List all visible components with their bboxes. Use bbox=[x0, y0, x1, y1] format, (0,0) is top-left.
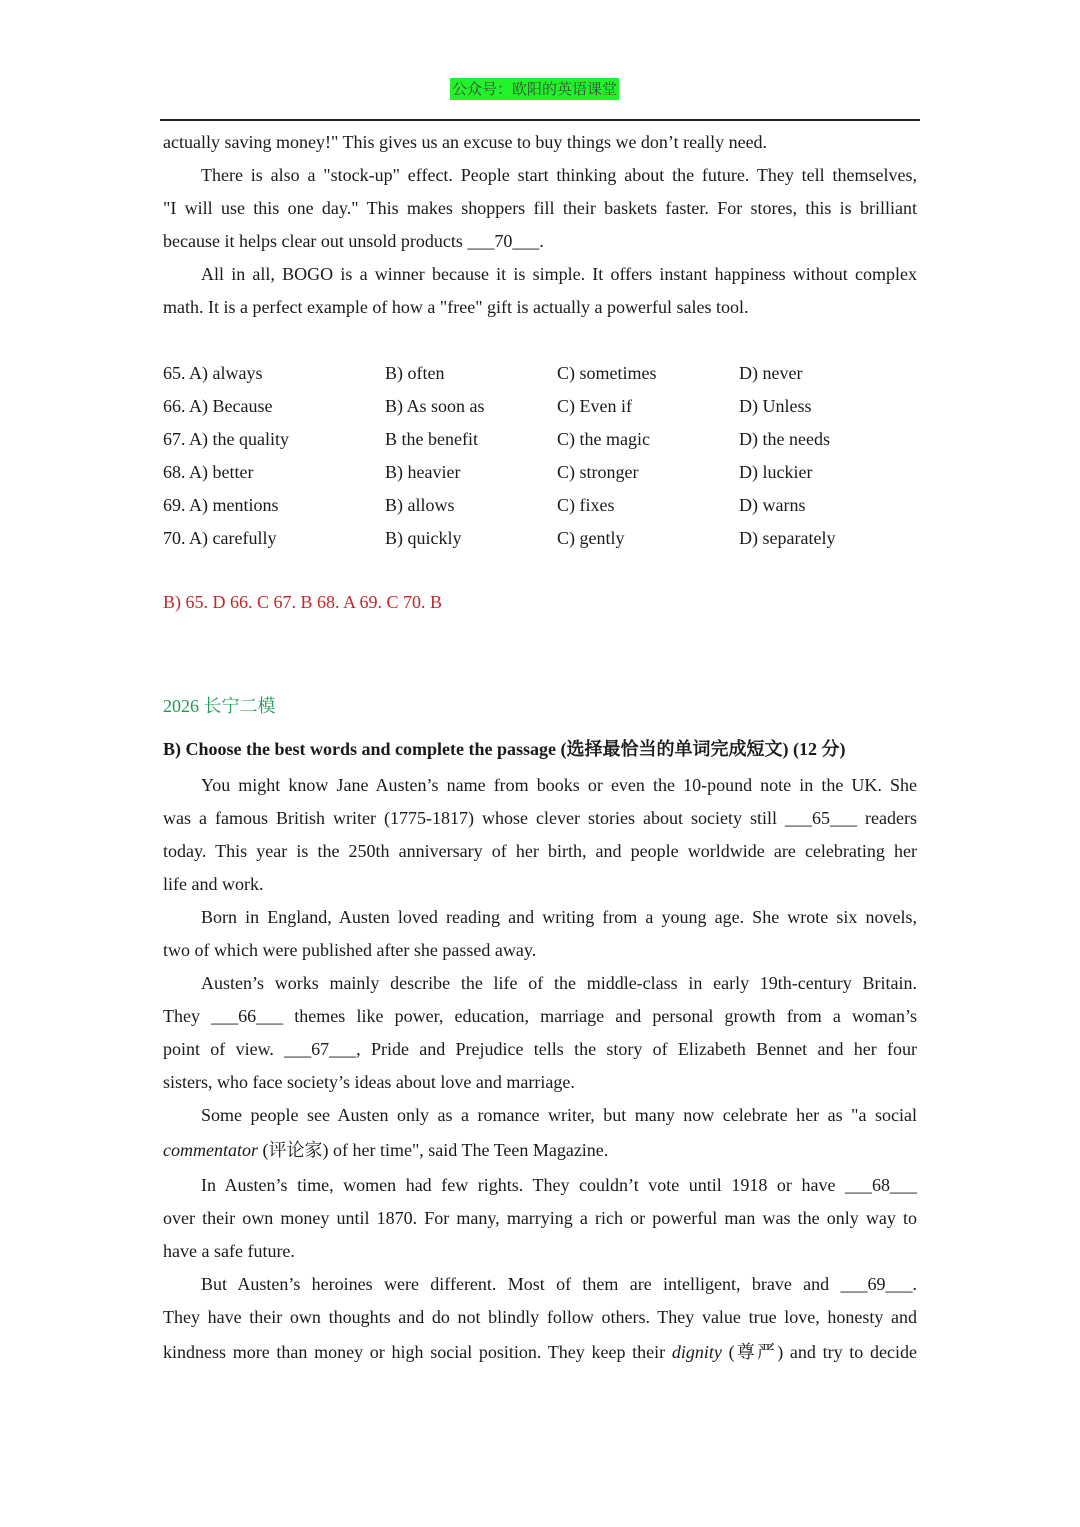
passage-line bbox=[163, 1132, 917, 1169]
passage-line: Born in England, Austen loved reading and writing from a young age. She wrote six novels, bbox=[201, 907, 917, 927]
header-tag: 公众号：欧阳的英语课堂 bbox=[452, 80, 618, 98]
question-row bbox=[163, 522, 917, 555]
option-c: C) fixes bbox=[557, 495, 615, 515]
question-row bbox=[163, 456, 917, 489]
option-d: D) luckier bbox=[739, 462, 813, 482]
passage-line: life and work. bbox=[163, 874, 264, 894]
top-passage bbox=[163, 126, 917, 324]
passage-line: You might know Jane Austen’s name from books or even the 10-pound note in the UK. She bbox=[201, 775, 917, 795]
passage-line: "I will use this one day." This makes shoppers fill their baskets faster. For stores, this is brilliant bbox=[163, 198, 917, 218]
passage-line: Some people see Austen only as a romance writer, but many now celebrate her as "a social bbox=[201, 1105, 917, 1125]
option-d: D) separately bbox=[739, 528, 836, 548]
answer-key: B) 65. D 66. C 67. B 68. A 69. C 70. B bbox=[163, 592, 443, 612]
option-a: 65. A) always bbox=[163, 363, 263, 383]
line-text: kindness more than money or high social position. They keep their bbox=[163, 1342, 672, 1362]
option-a: 66. A) Because bbox=[163, 396, 273, 416]
question-row bbox=[163, 489, 917, 522]
option-a: 67. A) the quality bbox=[163, 429, 289, 449]
passage-line: There is also a "stock-up" effect. People start thinking about the future. They tell themselves, bbox=[201, 165, 917, 185]
section-label: 2026 长宁二模 bbox=[163, 696, 276, 716]
option-a: 68. A) better bbox=[163, 462, 254, 482]
option-b: B) heavier bbox=[385, 462, 461, 482]
option-b: B) often bbox=[385, 363, 445, 383]
question-row bbox=[163, 357, 917, 390]
option-b: B the benefit bbox=[385, 429, 478, 449]
option-c: C) sometimes bbox=[557, 363, 657, 383]
passage-line: All in all, BOGO is a winner because it is simple. It offers instant happiness without complex bbox=[201, 264, 917, 284]
passage-line: They have their own thoughts and do not blindly follow others. They value true love, honesty and bbox=[163, 1307, 917, 1327]
passage-line: Austen’s works mainly describe the life of the middle-class in early 19th-century Britain. bbox=[201, 973, 917, 993]
header-divider bbox=[160, 119, 920, 121]
italic-term: dignity bbox=[671, 1342, 722, 1362]
question-row bbox=[163, 390, 917, 423]
italic-term: commentator bbox=[163, 1140, 258, 1160]
option-c: C) gently bbox=[557, 528, 625, 548]
option-c: C) the magic bbox=[557, 429, 650, 449]
line-text: (评论家) of her time", said The Teen Magazine. bbox=[257, 1140, 609, 1160]
passage-line: two of which were published after she passed away. bbox=[163, 940, 537, 960]
option-d: D) warns bbox=[739, 495, 806, 515]
passage-line: point of view. ___67___, Pride and Prejudice tells the story of Elizabeth Bennet and her four bbox=[163, 1039, 917, 1059]
passage-line: today. This year is the 250th anniversary of her birth, and people worldwide are celebrating her bbox=[163, 841, 917, 861]
passage-line: over their own money until 1870. For many, marrying a rich or powerful man was the only way to bbox=[163, 1208, 917, 1228]
passage-line: They ___66___ themes like power, education, marriage and personal growth from a woman’s bbox=[163, 1006, 917, 1026]
passage-line: math. It is a perfect example of how a "free" gift is actually a powerful sales tool. bbox=[163, 297, 749, 317]
section-heading: B) Choose the best words and complete the passage (选择最恰当的单词完成短文) (12 分) bbox=[163, 739, 846, 759]
option-d: D) Unless bbox=[739, 396, 812, 416]
line-text: (尊严) and try to decide bbox=[721, 1342, 917, 1362]
option-a: 70. A) carefully bbox=[163, 528, 277, 548]
option-b: B) quickly bbox=[385, 528, 462, 548]
passage-line: was a famous British writer (1775-1817) whose clever stories about society still ___65___ readers bbox=[163, 808, 917, 828]
option-b: B) allows bbox=[385, 495, 455, 515]
options-table bbox=[163, 357, 917, 555]
main-passage bbox=[163, 769, 917, 1371]
passage-line: actually saving money!" This gives us an excuse to buy things we don’t really need. bbox=[163, 132, 768, 152]
option-d: D) the needs bbox=[739, 429, 830, 449]
passage-line: sisters, who face society’s ideas about love and marriage. bbox=[163, 1072, 575, 1092]
question-row bbox=[163, 423, 917, 456]
passage-line: have a safe future. bbox=[163, 1241, 295, 1261]
option-c: C) Even if bbox=[557, 396, 632, 416]
option-d: D) never bbox=[739, 363, 803, 383]
passage-line bbox=[163, 1334, 917, 1371]
passage-line: In Austen’s time, women had few rights. They couldn’t vote until 1918 or have ___68___ bbox=[201, 1175, 917, 1195]
option-a: 69. A) mentions bbox=[163, 495, 279, 515]
passage-line: But Austen’s heroines were different. Most of them are intelligent, brave and ___69___. bbox=[201, 1274, 917, 1294]
option-b: B) As soon as bbox=[385, 396, 485, 416]
passage-line: because it helps clear out unsold products ___70___. bbox=[163, 231, 544, 251]
option-c: C) stronger bbox=[557, 462, 639, 482]
